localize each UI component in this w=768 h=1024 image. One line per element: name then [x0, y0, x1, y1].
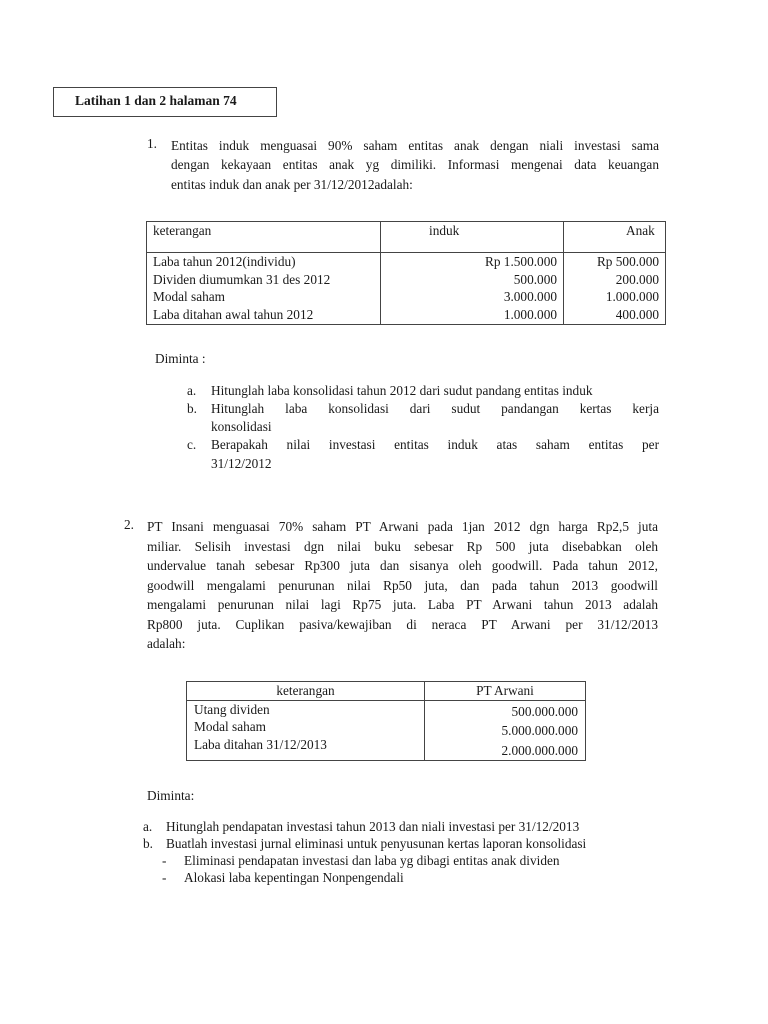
q2-line-4: goodwill mengalami penurunan nilai Rp50 juta, dan pada tahun 2013 goodwill — [147, 577, 658, 593]
q2-row-label: Utang dividen — [194, 701, 270, 717]
q2-header-ptarwani: PT Arwani — [425, 682, 586, 701]
q1-task-c-label: c. — [187, 437, 197, 452]
q1-row-label: Dividen diumumkan 31 des 2012 — [153, 271, 331, 287]
q2-line-5: mengalami penurunan nilai lagi Rp75 juta. Laba PT Arwani tahun 2013 adalah — [147, 597, 658, 612]
q2-task-b-text: Buatlah investasi jurnal eliminasi untuk penyusunan kertas laporan konsolidasi — [166, 836, 587, 851]
q1-row-label: Modal saham — [153, 289, 226, 304]
q1-label-column — [147, 253, 381, 325]
q1-paragraph — [171, 136, 659, 194]
q1-task-b-line-2: konsolidasi — [211, 419, 272, 434]
q1-header-keterangan: keterangan — [147, 222, 381, 253]
q1-task-c-line-2: 31/12/2012 — [211, 456, 272, 471]
q2-diminta: Diminta: — [147, 788, 195, 803]
q2-line-3: undervalue tanah sebesar Rp300 juta dan sisanya oleh goodwill. Pada tahun 2012, — [147, 558, 658, 573]
q1-line-1: Entitas induk menguasai 90% saham entitas anak dengan niali investasi sama — [171, 138, 659, 153]
q2-table — [186, 681, 586, 761]
q1-induk-value: 3.000.000 — [503, 289, 557, 304]
q2-label-column — [187, 700, 425, 761]
q1-line-3: entitas induk dan anak per 31/12/2012adalah: — [171, 176, 413, 192]
q1-task-b-line-1: Hitunglah laba konsolidasi dari sudut pandangan kertas kerja — [211, 401, 659, 416]
q2-subtask-2-bullet: - — [162, 870, 167, 885]
q2-line-2: miliar. Selisih investasi dgn nilai buku sebesar Rp 500 juta disebabkan oleh — [147, 538, 658, 554]
q2-subtask-1 — [162, 853, 560, 869]
q1-header-anak: Anak — [564, 222, 666, 253]
q1-anak-value: Rp 500.000 — [596, 254, 659, 269]
q1-line-2: dengan kekayaan entitas anak yg dimiliki. Informasi mengenai data keuangan — [171, 157, 659, 173]
q1-task-a-label: a. — [187, 383, 197, 398]
q2-task-a-text: Hitunglah pendapatan investasi tahun 2013 dan niali investasi per 31/12/2013 — [166, 819, 580, 834]
q1-anak-value: 200.000 — [615, 271, 659, 287]
q2-task-a — [143, 819, 580, 835]
page-title: Latihan 1 dan 2 halaman 74 — [53, 87, 277, 117]
q2-subtask-1-bullet: - — [162, 853, 167, 868]
q2-row-label: Modal saham — [194, 719, 267, 734]
q1-header-induk: induk — [381, 222, 564, 253]
q2-subtask-2 — [162, 870, 404, 886]
q1-task-b — [187, 400, 659, 438]
q1-row-label: Laba tahun 2012(individu) — [153, 254, 296, 269]
q1-induk-value: 500.000 — [513, 271, 557, 287]
q2-number: 2. — [124, 517, 134, 532]
q1-table — [146, 221, 666, 325]
q2-subtask-1-text: Eliminasi pendapatan investasi dan laba yg dibagi entitas anak dividen — [184, 853, 560, 868]
q2-line-1: PT Insani menguasai 70% saham PT Arwani pada 1jan 2012 dgn harga Rp2,5 juta — [147, 519, 658, 534]
q2-task-b-label: b. — [143, 836, 153, 851]
q1-induk-column — [381, 253, 564, 325]
q1-induk-value: Rp 1.500.000 — [484, 254, 557, 269]
q1-anak-column — [564, 253, 666, 325]
q1-diminta: Diminta : — [155, 351, 206, 366]
q2-line-7: adalah: — [147, 636, 186, 651]
q2-task-a-label: a. — [143, 819, 153, 834]
q2-row-label: Laba ditahan 31/12/2013 — [194, 736, 327, 752]
q1-row-label: Laba ditahan awal tahun 2012 — [153, 306, 314, 322]
q1-number: 1. — [147, 136, 157, 151]
q1-task-a-text: Hitunglah laba konsolidasi tahun 2012 dari sudut pandang entitas induk — [211, 383, 593, 398]
q2-subtask-2-text: Alokasi laba kepentingan Nonpengendali — [184, 870, 404, 885]
q1-anak-value: 400.000 — [615, 306, 659, 322]
q2-header-keterangan: keterangan — [187, 682, 425, 701]
q1-task-a — [187, 382, 659, 402]
q1-task-c — [187, 436, 659, 474]
q2-paragraph — [147, 517, 658, 654]
q1-anak-value: 1.000.000 — [605, 289, 659, 304]
q2-value: 2.000.000.000 — [501, 742, 578, 758]
q1-induk-value: 1.000.000 — [503, 306, 557, 322]
q1-task-b-label: b. — [187, 401, 197, 416]
q2-value: 500.000.000 — [511, 703, 578, 719]
q2-value-column — [425, 700, 586, 761]
q1-task-c-line-1: Berapakah nilai investasi entitas induk atas saham entitas per — [211, 437, 659, 452]
q2-line-6: Rp800 juta. Cuplikan pasiva/kewajiban di neraca PT Arwani per 31/12/2013 — [147, 616, 658, 632]
q2-value: 5.000.000.000 — [501, 723, 578, 738]
q2-task-b — [143, 836, 587, 852]
